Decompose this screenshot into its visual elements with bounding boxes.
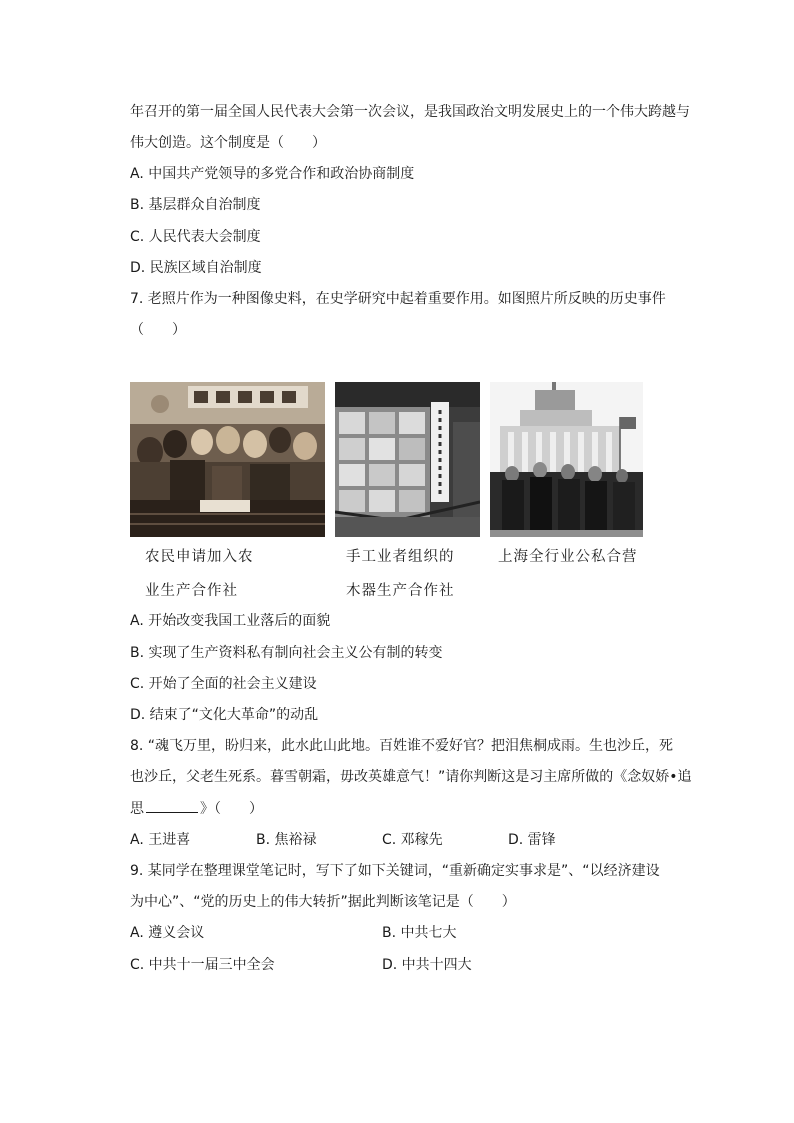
q7-option-c: C. 开始了全面的社会主义建设 — [130, 676, 317, 692]
q6-stem-line2: 伟大创造。这个制度是（ ） — [130, 135, 326, 151]
q6-option-d: D. 民族区域自治制度 — [130, 260, 262, 276]
photo1-caption-line2: 业生产合作社 — [145, 583, 238, 599]
q6-option-c: C. 人民代表大会制度 — [130, 229, 261, 245]
q6-stem-line1: 年召开的第一届全国人民代表大会第一次会议，是我国政治文明发展史上的一个伟大跨越与 — [130, 104, 690, 120]
q8-option-c: C. 邓稼先 — [382, 832, 443, 848]
photo2-caption-line2: 木器生产合作社 — [346, 583, 455, 599]
q9-stem-line2: 为中心”、“党的历史上的伟大转折”据此判断该笔记是（ ） — [130, 894, 516, 910]
workshop-wood-stacks-photo — [335, 382, 480, 537]
q6-option-a: A. 中国共产党领导的多党合作和政治协商制度 — [130, 166, 415, 182]
q6-option-b: B. 基层群众自治制度 — [130, 197, 261, 213]
photo3-caption-line1: 上海全行业公私合营 — [498, 549, 638, 565]
q9-option-b: B. 中共七大 — [382, 925, 457, 941]
q8-stem-line3-post: 》（ ） — [200, 801, 263, 817]
photo1-caption-line1: 农民申请加入农 — [145, 549, 254, 565]
parade-building-photo — [490, 382, 643, 537]
q7-stem-line2: （ ） — [130, 322, 186, 338]
q8-stem-line3 — [130, 798, 263, 819]
photo2-caption-line1: 手工业者组织的 — [346, 549, 455, 565]
q8-option-a: A. 王进喜 — [130, 832, 191, 848]
q7-option-a: A. 开始改变我国工业落后的面貌 — [130, 613, 331, 629]
q9-option-c: C. 中共十一届三中全会 — [130, 957, 275, 973]
q7-option-d: D. 结束了“文化大革命”的动乱 — [130, 707, 319, 723]
q9-option-d: D. 中共十四大 — [382, 957, 472, 973]
q8-option-d: D. 雷锋 — [508, 832, 556, 848]
q8-stem-line1: 8. “魂飞万里，盼归来，此水此山此地。百姓谁不爱好官？把泪焦桐成雨。生也沙丘，死 — [130, 738, 674, 754]
q8-stem-line2: 也沙丘，父老生死系。暮雪朝霜，毋改英雄意气！”请你判断这是习主席所做的《念奴娇•追 — [130, 769, 692, 785]
farmers-crowd-photo — [130, 382, 325, 537]
q8-stem-line3-pre: 思 — [130, 801, 144, 817]
q7-stem-line1: 7. 老照片作为一种图像史料，在史学研究中起着重要作用。如图照片所反映的历史事件 — [130, 291, 666, 307]
q7-option-b: B. 实现了生产资料私有制向社会主义公有制的转变 — [130, 645, 443, 661]
q8-answer-blank — [146, 798, 198, 813]
q8-option-b: B. 焦裕禄 — [256, 832, 317, 848]
q9-stem-line1: 9. 某同学在整理课堂笔记时，写下了如下关键词，“重新确定实事求是”、“以经济建设 — [130, 863, 660, 879]
q9-option-a: A. 遵义会议 — [130, 925, 205, 941]
